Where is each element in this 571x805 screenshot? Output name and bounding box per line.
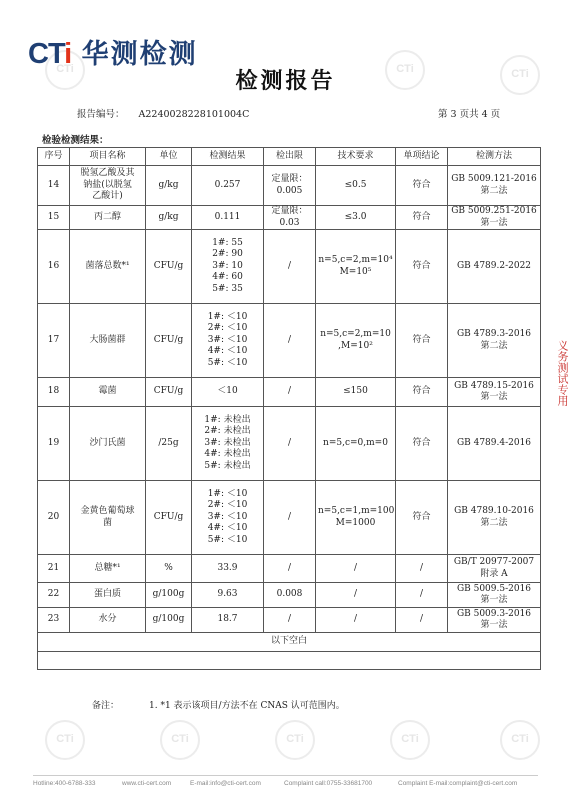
cell-line: ≤3.0 — [344, 211, 367, 222]
cell-line: GB 4789.2-2022 — [456, 260, 532, 271]
cell-item — [70, 206, 146, 230]
cell-unit: % — [146, 555, 192, 583]
cell-line: 3#: ＜10 — [207, 334, 248, 345]
cell-line: 2#: 未检出 — [204, 426, 251, 437]
cell-req — [316, 481, 396, 555]
page-info: 第 3 页共 4 页 — [438, 109, 501, 120]
cell-method — [448, 206, 541, 230]
cell-line: / — [287, 386, 292, 397]
cell-line: 金黄色葡萄球 — [80, 506, 135, 516]
cell-line: 脱氢乙酸及其 — [80, 168, 135, 179]
cell-line: 5#: ＜10 — [207, 357, 248, 368]
cell-limit — [264, 555, 316, 583]
cell-line: 1#: ＜10 — [207, 488, 248, 499]
cell-no: 15 — [38, 206, 70, 230]
footer-divider — [33, 775, 538, 776]
cell-line: GB 5009.3-2016 — [456, 608, 532, 619]
cell-line: 丙二醇 — [93, 211, 121, 222]
col-header: 项目名称 — [70, 148, 146, 166]
footer-hotline: Hotline:400-6788-333 — [33, 780, 96, 787]
cell-line: M=1000 — [335, 517, 376, 528]
cell-result — [192, 206, 264, 230]
logo-cn-text: 华测检测 — [81, 39, 198, 69]
cell-line: 菌落总数*¹ — [85, 260, 130, 271]
cell-method — [448, 407, 541, 481]
cell-line: n=5,c=2,m=10⁴ — [318, 255, 393, 265]
cell-method — [448, 481, 541, 555]
cell-line: 1#: 55 — [212, 237, 243, 248]
cell-result — [192, 378, 264, 407]
cell-unit: CFU/g — [146, 230, 192, 304]
cell-line: 0.03 — [279, 217, 300, 228]
col-header: 检测结果 — [192, 148, 264, 166]
cell-result — [192, 583, 264, 608]
cell-no: 14 — [38, 166, 70, 206]
cell-line: 18.7 — [217, 614, 238, 625]
cell-line: / — [287, 511, 292, 522]
cell-req — [316, 608, 396, 633]
cell-line: 总糖*¹ — [94, 562, 121, 573]
cell-item — [70, 304, 146, 378]
cell-no: 22 — [38, 583, 70, 608]
cell-no: 21 — [38, 555, 70, 583]
cell-line: 2#: ＜10 — [207, 323, 248, 334]
remarks-text: 1. *1 表示该项目/方法不在 CNAS 认可范围内。 — [149, 701, 345, 711]
blank-row — [38, 633, 541, 652]
logo-cti-text: CTi — [28, 38, 72, 70]
cell-item — [70, 166, 146, 206]
cell-line: 水分 — [98, 614, 117, 625]
cell-concl: 符合 — [396, 206, 448, 230]
cell-method — [448, 230, 541, 304]
footer-email: E-mail:info@cti-cert.com — [190, 780, 261, 787]
cell-limit — [264, 583, 316, 608]
cell-concl: / — [396, 583, 448, 608]
cell-line: GB 5009.5-2016 — [456, 583, 532, 594]
cell-limit — [264, 206, 316, 230]
cell-method — [448, 378, 541, 407]
cell-req — [316, 555, 396, 583]
cell-line: 2#: ＜10 — [207, 500, 248, 511]
col-header: 序号 — [38, 148, 70, 166]
cell-concl: / — [396, 608, 448, 633]
cell-unit: CFU/g — [146, 304, 192, 378]
cell-req — [316, 166, 396, 206]
cell-line: GB 4789.15-2016 — [454, 380, 534, 391]
cell-req — [316, 407, 396, 481]
cell-line: 0.008 — [276, 589, 303, 600]
cell-method — [448, 555, 541, 583]
cell-line: 第二法 — [480, 517, 508, 528]
cell-line: 2#: 90 — [212, 249, 243, 260]
cell-line: 4#: 60 — [212, 272, 243, 283]
cell-concl: 符合 — [396, 378, 448, 407]
cell-line: 霉菌 — [98, 386, 117, 397]
cell-line: 5#: 35 — [212, 283, 243, 294]
cell-limit — [264, 481, 316, 555]
cell-line: 9.63 — [217, 589, 238, 600]
cell-line: 菌 — [102, 517, 112, 528]
cell-result — [192, 608, 264, 633]
cell-concl: 符合 — [396, 481, 448, 555]
report-title: 检测报告 — [235, 68, 336, 94]
cell-line: / — [287, 562, 292, 573]
cell-method — [448, 304, 541, 378]
table-row — [38, 166, 541, 206]
cell-line: 大肠菌群 — [89, 334, 126, 345]
cell-line: / — [287, 614, 292, 625]
cell-line: 定量限： — [271, 174, 308, 184]
cell-line: ≤150 — [343, 386, 368, 397]
cell-no: 18 — [38, 378, 70, 407]
cell-line: 4#: ＜10 — [207, 346, 248, 357]
report-number — [77, 106, 249, 120]
cell-limit — [264, 378, 316, 407]
cell-line: GB 5009.251-2016 — [451, 206, 537, 216]
report-number-value: A2240028228101004C — [138, 109, 250, 120]
table-row — [38, 378, 541, 407]
cell-line: 1#: 未检出 — [204, 414, 251, 425]
cell-item — [70, 378, 146, 407]
cti-watermark: CTi — [390, 720, 430, 760]
cell-no: 19 — [38, 407, 70, 481]
cell-limit — [264, 608, 316, 633]
cell-line: GB 4789.4-2016 — [456, 437, 532, 448]
table-row — [38, 304, 541, 378]
cell-line: GB 4789.10-2016 — [454, 506, 534, 516]
section-title: 检验检测结果： — [42, 135, 109, 146]
cell-line: M=10⁵ — [339, 266, 372, 277]
cell-line: 定量限： — [271, 206, 308, 216]
cell-line: 第二法 — [480, 340, 508, 351]
cell-line: 4#: ＜10 — [207, 523, 248, 534]
cell-concl: 符合 — [396, 166, 448, 206]
cti-watermark: CTi — [500, 720, 540, 760]
table-row — [38, 555, 541, 583]
cell-line: ,M=10² — [338, 340, 373, 351]
cell-line: 4#: 未检出 — [204, 449, 251, 460]
cell-line: n=5,c=2,m=10 — [320, 329, 391, 339]
cell-req — [316, 230, 396, 304]
empty-row — [38, 652, 541, 670]
cell-line: 3#: 未检出 — [204, 437, 251, 448]
remarks — [92, 698, 345, 711]
col-header: 单项结论 — [396, 148, 448, 166]
cell-line: 第二法 — [480, 185, 508, 196]
cell-unit: CFU/g — [146, 378, 192, 407]
cell-item — [70, 583, 146, 608]
cell-result — [192, 407, 264, 481]
footer-website: www.cti-cert.com — [122, 780, 172, 787]
cell-unit: g/kg — [146, 166, 192, 206]
cell-concl: 符合 — [396, 304, 448, 378]
cell-limit — [264, 230, 316, 304]
cell-line: 0.257 — [214, 179, 241, 190]
remarks-label: 备注： — [92, 701, 120, 711]
cell-line: 沙门氏菌 — [89, 437, 126, 448]
cell-line: 0.111 — [214, 211, 241, 222]
col-header: 技术要求 — [316, 148, 396, 166]
cti-watermark: CTi — [160, 720, 200, 760]
cell-method — [448, 166, 541, 206]
cell-line: / — [353, 589, 358, 600]
cell-result — [192, 166, 264, 206]
cell-no: 17 — [38, 304, 70, 378]
cell-line: 5#: 未检出 — [204, 460, 251, 471]
cell-unit: g/kg — [146, 206, 192, 230]
table-row — [38, 481, 541, 555]
cell-line: 蛋白质 — [93, 589, 121, 600]
report-number-label: 报告编号： — [77, 109, 125, 120]
cell-line: / — [353, 614, 358, 625]
col-header: 检测方法 — [448, 148, 541, 166]
cell-concl: / — [396, 555, 448, 583]
cell-line: 1#: ＜10 — [207, 311, 248, 322]
cell-line: 3#: 10 — [212, 260, 243, 271]
cell-limit — [264, 304, 316, 378]
cell-item — [70, 481, 146, 555]
cell-item — [70, 230, 146, 304]
cell-req — [316, 378, 396, 407]
cell-no: 20 — [38, 481, 70, 555]
table-row — [38, 407, 541, 481]
cell-line: ≤0.5 — [344, 179, 367, 190]
footer-complaint-call: Complaint call:0755-33681700 — [284, 780, 373, 787]
cell-result — [192, 230, 264, 304]
cell-unit: /25g — [146, 407, 192, 481]
cell-result — [192, 304, 264, 378]
table-row — [38, 608, 541, 633]
cell-line: n=5,c=1,m=100 — [318, 506, 395, 516]
cell-line: 第一法 — [480, 620, 508, 630]
cell-line: ＜10 — [217, 386, 238, 397]
cell-line: 乙酸计) — [92, 191, 123, 202]
cell-unit: g/100g — [146, 608, 192, 633]
cti-watermark: CTi — [275, 720, 315, 760]
cti-watermark: CTi — [385, 50, 425, 90]
col-header: 检出限 — [264, 148, 316, 166]
cell-line: n=5,c=0,m=0 — [323, 437, 388, 448]
cell-line: 第一法 — [480, 217, 508, 228]
cell-line: 3#: ＜10 — [207, 511, 248, 522]
table-row — [38, 230, 541, 304]
table-header-row — [38, 148, 541, 166]
cell-line: GB 5009.121-2016 — [451, 174, 537, 184]
blank-text: 以下空白 — [38, 633, 541, 652]
cell-line: 33.9 — [217, 562, 238, 573]
cell-item — [70, 407, 146, 481]
col-header: 单位 — [146, 148, 192, 166]
cti-watermark: CTi — [45, 720, 85, 760]
cell-req — [316, 206, 396, 230]
cell-line: 第一法 — [480, 392, 508, 402]
table-row — [38, 206, 541, 230]
footer-complaint-email: Complaint E-mail:complaint@cti-cert.com — [398, 780, 518, 787]
cell-concl: 符合 — [396, 230, 448, 304]
table-row — [38, 583, 541, 608]
cell-no: 16 — [38, 230, 70, 304]
cell-line: 第一法 — [480, 595, 508, 605]
cell-method — [448, 583, 541, 608]
cell-line: GB/T 20977-2007 — [453, 557, 535, 567]
cell-no: 23 — [38, 608, 70, 633]
stamp-mark: 义务测试专用 — [556, 340, 569, 406]
cell-limit — [264, 407, 316, 481]
cell-limit — [264, 166, 316, 206]
cell-line: / — [287, 260, 292, 271]
cell-unit: CFU/g — [146, 481, 192, 555]
cell-line: 0.005 — [276, 185, 303, 196]
cell-result — [192, 555, 264, 583]
results-table — [37, 147, 541, 670]
cti-watermark: CTi — [45, 50, 85, 90]
cell-line: GB 4789.3-2016 — [456, 329, 532, 339]
cell-req — [316, 583, 396, 608]
cell-item — [70, 608, 146, 633]
cell-line: 5#: ＜10 — [207, 534, 248, 545]
cell-req — [316, 304, 396, 378]
cell-item — [70, 555, 146, 583]
cti-watermark: CTi — [500, 55, 540, 95]
cell-line: / — [287, 334, 292, 345]
cell-concl: 符合 — [396, 407, 448, 481]
cell-method — [448, 608, 541, 633]
cell-line: 钠盐(以脱氢 — [83, 179, 132, 190]
cell-line: / — [287, 437, 292, 448]
cell-result — [192, 481, 264, 555]
cell-line: / — [353, 562, 358, 573]
cell-line: 附录 A — [480, 568, 508, 579]
cell-unit: g/100g — [146, 583, 192, 608]
